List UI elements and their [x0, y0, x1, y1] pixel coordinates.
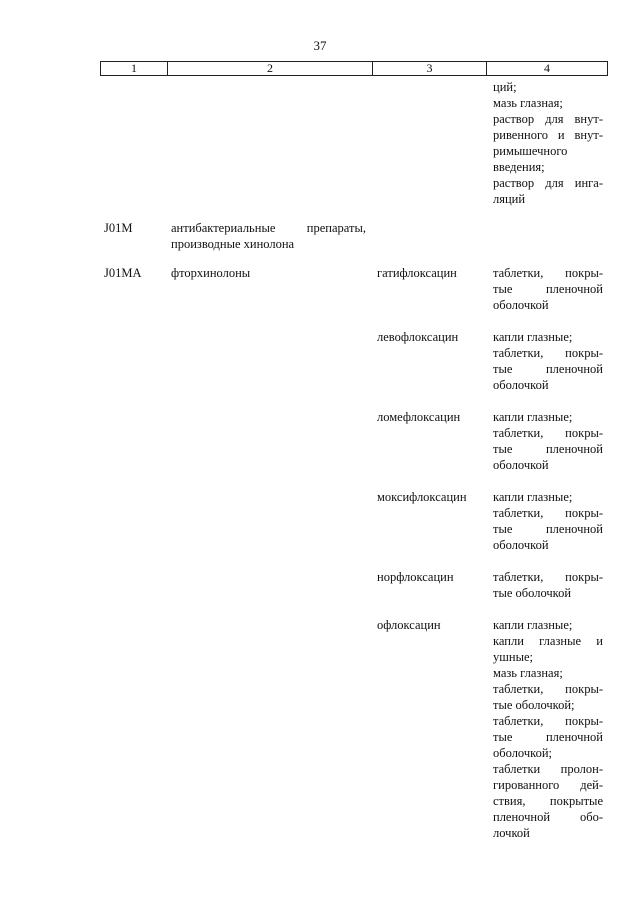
drug-inn-lomefloxacin: ломефлоксацин	[377, 410, 461, 424]
drug-inn-ofloxacin: офлоксацин	[377, 618, 441, 632]
form-line: тые пленочной	[493, 282, 603, 296]
form-line: тые пленочной	[493, 362, 603, 376]
page-number: 37	[313, 38, 327, 53]
form-line: таблетки пролон-	[493, 762, 603, 776]
form-line: таблетки, покры-	[493, 266, 603, 280]
form-line: тые оболочкой;	[493, 698, 575, 712]
form-line: раствор для инга-	[493, 176, 603, 190]
form-line: оболочкой	[493, 378, 549, 392]
column-header-1: 1	[131, 61, 137, 75]
form-line: таблетки, покры-	[493, 714, 603, 728]
form-line: введения;	[493, 160, 545, 174]
form-line: таблетки, покры-	[493, 426, 603, 440]
form-line: капли глазные и	[493, 634, 603, 648]
atc-code-j01ma: J01MA	[104, 266, 142, 280]
form-line: лочкой	[493, 826, 530, 840]
form-line: ствия, покрытые	[493, 794, 603, 808]
form-line: капли глазные;	[493, 618, 573, 632]
form-line: ляций	[493, 192, 526, 206]
form-line: мазь глазная;	[493, 666, 563, 680]
form-line: ушные;	[493, 650, 533, 664]
form-line: римышечного	[493, 144, 568, 158]
dosage-forms-norfloxacin	[493, 569, 603, 601]
form-line: таблетки, покры-	[493, 570, 603, 584]
form-line: таблетки, покры-	[493, 346, 603, 360]
form-line: ривенного и внут-	[493, 128, 603, 142]
dosage-forms-gatifloxacin	[493, 265, 603, 313]
form-line: ций;	[493, 80, 517, 94]
atc-subgroup-name: фторхинолоны	[171, 266, 251, 280]
table-header	[100, 61, 608, 76]
form-line: таблетки, покры-	[493, 506, 603, 520]
atc-group-name	[171, 220, 366, 252]
drug-inn-moxifloxacin: моксифлоксацин	[377, 490, 467, 504]
dosage-forms-ofloxacin	[493, 617, 603, 841]
column-header-3: 3	[372, 62, 486, 75]
group-name-line: антибактериальные препараты,	[171, 221, 366, 235]
form-line: пленочной обо-	[493, 810, 603, 824]
form-line: раствор для внут-	[493, 112, 603, 126]
form-line: оболочкой	[493, 538, 549, 552]
form-line: капли глазные;	[493, 330, 573, 344]
form-line: мазь глазная;	[493, 96, 563, 110]
drug-inn-gatifloxacin: гатифлоксацин	[377, 266, 457, 280]
continued-dosage-forms	[493, 79, 603, 207]
dosage-forms-moxifloxacin	[493, 489, 603, 553]
form-line: тые пленочной	[493, 522, 603, 536]
form-line: капли глазные;	[493, 410, 573, 424]
group-name-line: производные хинолона	[171, 237, 295, 251]
form-line: капли глазные;	[493, 490, 573, 504]
form-line: тые пленочной	[493, 442, 603, 456]
form-line: таблетки, покры-	[493, 682, 603, 696]
form-line: гированного дей-	[493, 778, 603, 792]
column-header-2: 2	[167, 62, 372, 75]
form-line: оболочкой;	[493, 746, 552, 760]
atc-code-j01m: J01M	[104, 221, 133, 235]
form-line: тые пленочной	[493, 730, 603, 744]
drug-inn-norfloxacin: норфлоксацин	[377, 570, 454, 584]
dosage-forms-lomefloxacin	[493, 409, 603, 473]
drug-inn-levofloxacin: левофлоксацин	[377, 330, 459, 344]
form-line: тые оболочкой	[493, 586, 572, 600]
dosage-forms-levofloxacin	[493, 329, 603, 393]
form-line: оболочкой	[493, 298, 549, 312]
form-line: оболочкой	[493, 458, 549, 472]
column-header-4: 4	[486, 62, 607, 75]
